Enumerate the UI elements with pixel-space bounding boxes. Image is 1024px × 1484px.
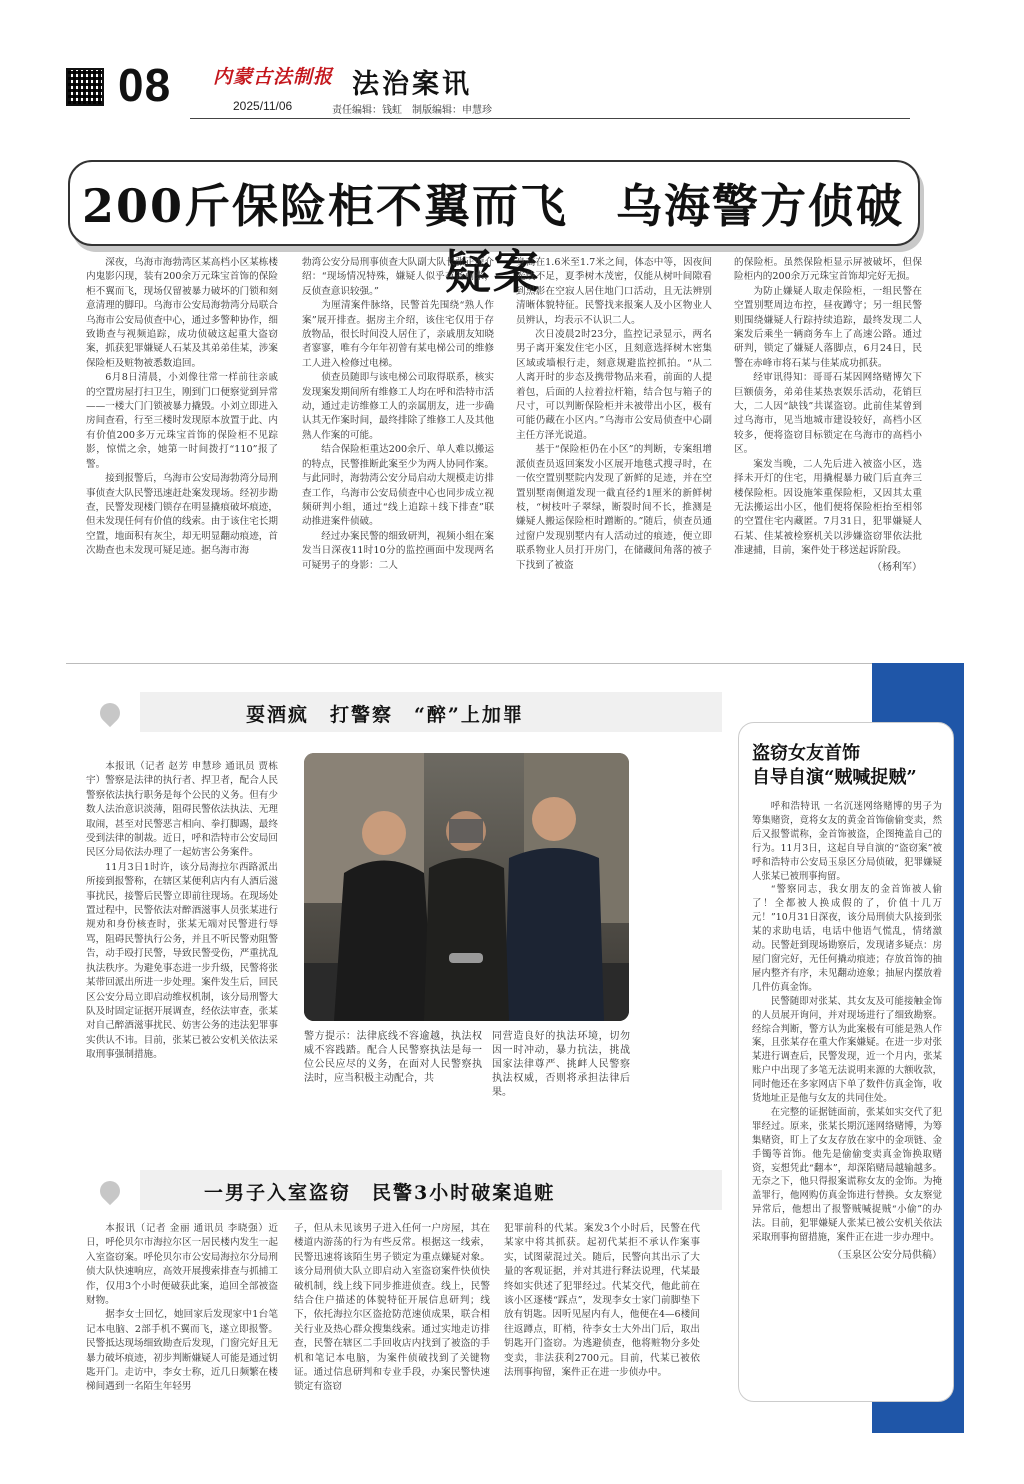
sidebar-signature: （玉泉区公安分局供稿）: [832, 1250, 942, 1261]
story3-title: 一男子入室盗窃 民警3小时破案追赃: [204, 1182, 556, 1204]
paragraph: 经过办案民警的细致研判，视频小组在案发当日深夜11时10分的监控画面中发现两名可疑男子的身影：二人: [302, 530, 494, 571]
paragraph: 呼和浩特讯 一名沉迷网络赌博的男子为筹集赌资，竟将女友的黄金首饰偷偷变卖，然后又报警谎称，金首饰被盗，企图掩盖自己的行为。11月3日，这起自导自演的“盗窃案”被呼和浩特市公安局玉泉区分局侦破，犯罪嫌疑人张某已被刑事拘留。: [752, 801, 942, 882]
header-divider: [190, 118, 910, 119]
police-tip-caption-1: 警方提示：法律底线不容逾越，执法权威不容践踏。配合人民警察执法是每一位公民应尽的义务，在面对人民警察执法时，应当积极主动配合，共: [304, 1031, 482, 1084]
sidebar-title-line-1: 盗窃女友首饰: [752, 743, 860, 764]
story3-column-3: [504, 1222, 700, 1380]
lead-headline: 200斤保险柜不翼而飞 乌海警方侦破疑案: [81, 179, 905, 299]
paragraph: 勃湾公安分局刑事侦查大队副大队长张正源介绍：“现场情况特殊，嫌疑人似乎有备而来，反侦查意识较强。”: [302, 257, 494, 297]
police-tip-caption-2: 同营造良好的执法环境，切勿因一时冲动，暴力抗法，挑战国家法律尊严、挑衅人民警察执法权威，否则将承担法律后果。: [492, 1031, 630, 1098]
paragraph: 深夜，乌海市海勃湾区某高档小区某栋楼内鬼影闪现，装有200余万元珠宝首饰的保险柜不翼而飞，现场仅留被暴力破坏的门锁和刻意清理的脚印。乌海市公安局海勃湾分局联合乌海市公安局侦查中心，通过多警种协作，细致勘查与视频追踪，成功侦破这起重大盗窃案，抓获犯罪嫌疑人石某及其弟弟佳某，涉案保险柜及赃物被悉数追回。: [86, 257, 278, 369]
story2-column-1: [86, 760, 278, 1063]
lead-signature: （杨利军）: [872, 561, 922, 573]
paragraph: 身高在1.6米至1.7米之间，体态中等，因夜间光线不足，夏季树木茂密，仅能从树叶间隙看到黑影在空寂人居住地门口活动，且无法辨别清晰体貌特征。民警找来报案人及小区物业人员辨认，均表示不认识二人。: [516, 257, 712, 326]
paragraph: 结合保险柜重达200余斤、单人难以搬运的特点，民警推断此案至少为两人协同作案。与此同时，海勃湾公安分局启动大规模走访排查工作，乌海市公安局侦查中心也同步成立视频研判小组，通过“线上追踪＋线下排查”联动推进案件侦破。: [302, 444, 494, 528]
paragraph: 在完整的证据链面前，张某如实交代了犯罪经过。原来，张某长期沉迷网络赌博，为筹集赌资，盯上了女友存放在家中的金项链、金手镯等首饰。他先是偷偷变卖真金饰换取赌资，妄想凭此“翻本”，却深陷赌局越输越多。无奈之下，他只得报案谎称女友的金饰。为掩盖罪行，他网购仿真金饰进行替换。女友察觉异常后，他想出了报警贼喊捉贼“小偷”的办法。目前，犯罪嫌疑人张某已被公安机关依法采取刑事拘留措施，案件正在进一步办理中。: [752, 1106, 942, 1244]
editors-credit: 责任编辑：钱虹 制版编辑：申慧珍: [332, 105, 492, 116]
qr-code-icon: [68, 70, 102, 104]
page-number: 08: [118, 59, 172, 111]
paragraph: 经审讯得知：哥哥石某因网络赌博欠下巨额债务，弟弟佳某热衷娱乐活动，花销巨大，二人因“缺钱”共谋盗窃。此前佳某曾到过乌海市，见当地城市建设较好，高档小区较多，便将盗窃目标锁定在乌海市的高档小区。: [734, 372, 922, 456]
sidebar-body: [752, 800, 942, 1263]
sidebar-title-line-2: 自导自演“贼喊捉贼”: [752, 767, 917, 788]
story3-column-1: [86, 1222, 278, 1395]
story3-column-2: [294, 1222, 490, 1395]
paragraph: 本报讯（记者 金丽 通讯员 李晓强）近日，呼伦贝尔市海拉尔区一居民楼内发生一起入室盗窃案。呼伦贝尔市公安局海拉尔分局刑侦大队快速响应，高效开展搜索排查与抓捕工作，仅用3个小时便破获此案，追回全部被盗财物。: [86, 1223, 278, 1307]
story2-title: 耍酒疯 打警察 “醉”上加罪: [246, 704, 524, 726]
newspaper-logo: 内蒙古法制报: [213, 66, 334, 88]
paragraph: 民警随即对张某、其女友及可能接触金饰的人员展开询问，并对现场进行了细致勘察。经综合判断，警方认为此案极有可能是熟人作案，且张某存在重大作案嫌疑。在进一步对张某进行调查后，民警发现，近一个月内，张某账户中出现了多笔无法说明来源的大额收款，同时他还在多家网店下单了数件仿真金饰，收货地址正是他与女友的共同住处。: [752, 995, 942, 1105]
paragraph: 据李女士回忆，她回家后发现家中1台笔记本电脑、2部手机不翼而飞，遂立即报警。民警抵达现场细致勘查后发现，门窗完好且无暴力破坏痕迹，初步判断嫌疑人可能是通过钥匙开门。走访中，李女士称，近几日频繁在楼梯间遇到一名陌生年轻男: [86, 1309, 278, 1393]
issue-date: 2025/11/06: [233, 99, 293, 113]
paragraph: 案发当晚，二人先后进入被盗小区，选择未开灯的住宅，用撬棍暴力破门后直奔三楼保险柜。因设施笨重保险柜，又因其太重无法搬运出小区，他们便将保险柜抬至相邻的空置住宅内藏匿。7月31日，犯罪嫌疑人石某、佳某被检察机关以涉嫌盗窃罪依法批准逮捕，目前，案件处于移送起诉阶段。: [734, 458, 922, 557]
paragraph: 子，但从未见该男子进入任何一户房屋，其在楼道内游荡的行为有些反常。根据这一线索，民警迅速将该陌生男子锁定为重点嫌疑对象。该分局刑侦大队立即启动入室盗窃案件快侦快破机制，线上线下同步推进侦查。线上，民警结合住户描述的体貌特征开展信息研判；线下，依托海拉尔区盗抢防范速侦成果，联合相关行业及热心群众搜集线索。通过实地走访排查，民警在辖区二手回收店内找到了被盗的手机和笔记本电脑，为案件侦破找到了关键物证。通过信息研判和专业手段，办案民警快速锁定有盗窃: [294, 1223, 490, 1393]
paragraph: 基于“保险柜仍在小区”的判断，专案组增派侦查员返回案发小区展开地毯式搜寻时，在一依空置别墅院内发现了新鲜的足迹，并在空置别墅南侧道发现一截直径约1厘米的新鲜树枝，“树枝叶子翠绿，断裂时间不长，推测是嫌疑人搬运保险柜时蹭断的。”随后，侦查员通过窗户发现别墅内有人活动过的痕迹，便立即联系物业人员打开房门，在储藏间角落的被子下找到了被盗: [516, 444, 712, 571]
paragraph: 侦查员随即与该电梯公司取得联系，核实发现案发期间所有维修工人均在呼和浩特市活动，通过走访维修工人的亲属朋友，进一步确认其无作案时间，最终排除了维修工人及其他熟人作案的可能。: [302, 372, 494, 441]
paragraph: “警察同志，我女朋友的金首饰被人偷了！全都被人换成假的了，价值十几万元！”10月31日深夜，该分局刑侦大队接到张某的求助电话，电话中他语气慌乱，情绪激动。民警赶到现场勘察后，发现诸多疑点：房屋门窗完好，无任何撬动痕迹；存放首饰的抽屉内整齐有序，未见翻动迹象；抽屉内摆放着几件仿真金饰。: [752, 884, 942, 993]
lead-column-2: [302, 256, 494, 573]
paragraph: 接到报警后，乌海市公安局海勃湾分局刑事侦查大队民警迅速赶赴案发现场。经初步勘查，民警发现楼门锁存在明显撬痕破坏痕迹，但未发现任何有价值的线索。由于该住宅长期空置，地面积有灰尘，却无明显翻动痕迹，首次勘查也未发现可疑足迹。据乌海市海: [86, 473, 278, 557]
paragraph: 本报讯（记者 赵芳 申慧珍 通讯员 贾栋宇）警察是法律的执行者、捍卫者，配合人民警察依法执行职务是每个公民的义务。但有少数人法治意识淡薄，阻碍民警依法执法、无理取闹，甚至对民警恶言相向、拳打脚踢，最终受到法律的制裁。近日，呼和浩特市公安局回民区分局依法办理了一起妨害公务案件。: [86, 761, 278, 859]
paragraph: 11月3日1时许，该分局海拉尔西路派出所接到报警称，在辖区某便利店内有人酒后滋事扰民，接警后民警立即前往现场。在现场处置过程中，民警依法对醉酒滋事人员张某进行规劝和身份核查时，张某无端对民警进行辱骂，阻碍民警执行公务，并且不听民警劝阻警告，动手殴打民警，导致民警受伤，严重扰乱执法秩序。为避免事态进一步升级，民警将张某带回派出所进一步处理。案件发生后，回民区公安分局立即启动维权机制，该分局刑警大队及时固定证据开展调查，经依法审查，张某对自己醉酒滋事扰民、妨害公务的违法犯罪事实供认不讳。目前，张某已被公安机关依法采取刑事强制措施。: [86, 861, 278, 1061]
paragraph: 次日凌晨2时23分，监控记录显示，两名男子离开案发住宅小区，且刻意选择树木密集区域或墙根行走，刻意规避监控抓拍。“从二人离开时的步态及携带物品来看，前面的人提着包，后面的人拉着拉杆箱，结合包与箱子的尺寸，可以判断保险柜并未被带出小区，极有可能仍藏在小区内。”乌海市公安局侦查中心副主任方泽光说道。: [516, 329, 712, 441]
police-photo: [304, 753, 629, 1021]
paragraph: 的保险柜。虽然保险柜显示屏被破坏，但保险柜内的200余万元珠宝首饰却完好无损。: [734, 257, 922, 283]
paragraph: 为防止嫌疑人取走保险柜，一组民警在空置别墅周边布控，昼夜蹲守；另一组民警则围绕嫌疑人行踪持续追踪，最终发现二人案发后乘坐一辆商务车上了高速公路。通过研判，锁定了嫌疑人落脚点，6月24日，民警在赤峰市将石某与佳某成功抓获。: [734, 285, 922, 369]
sidebar-title: [752, 742, 942, 790]
photo-illustration: [304, 753, 629, 1021]
section-title: 法治案讯: [352, 69, 472, 100]
paragraph: 犯罪前科的代某。案发3个小时后，民警在代某家中将其抓获。起初代某拒不承认作案事实，试图蒙混过关。随后，民警向其出示了大量的客观证据，并对其进行释法说理，代某最终如实供述了犯罪经过。代某交代，他此前在该小区逐楼“踩点”，发现李女士家门前脚垫下放有钥匙。因听见屋内有人，他便在4—6楼间往返蹲点，盯梢，待李女士大外出门后，取出钥匙开门盗窃。为逃避侦查，他将赃物分多处变卖，非法获利2700元。目前，代某已被依法刑事拘留，案件正在进一步侦办中。: [504, 1223, 700, 1379]
lead-column-1: [86, 256, 278, 559]
paragraph: 6月8日清晨，小刘像往常一样前往亲戚的空置房屋打扫卫生，刚到门口便察觉到异常——一楼大门门锁被暴力撬毁。小刘立即进入房间查看，行至三楼时发现原本放置于此、内有价值200多万元珠宝首饰的保险柜不见踪影，惊慌之余，她第一时间拨打“110”报了警。: [86, 372, 278, 470]
lead-column-4: [734, 256, 922, 575]
lead-column-3: [516, 256, 712, 573]
paragraph: 为厘清案件脉络，民警首先围绕“熟人作案”展开排查。据房主介绍，该住宅仅用于存放物品，很长时间没人居住了，亲戚朋友知晓者寥寥，唯有今年年初曾有某电梯公司的维修工人进入检修过电梯。: [302, 300, 494, 369]
